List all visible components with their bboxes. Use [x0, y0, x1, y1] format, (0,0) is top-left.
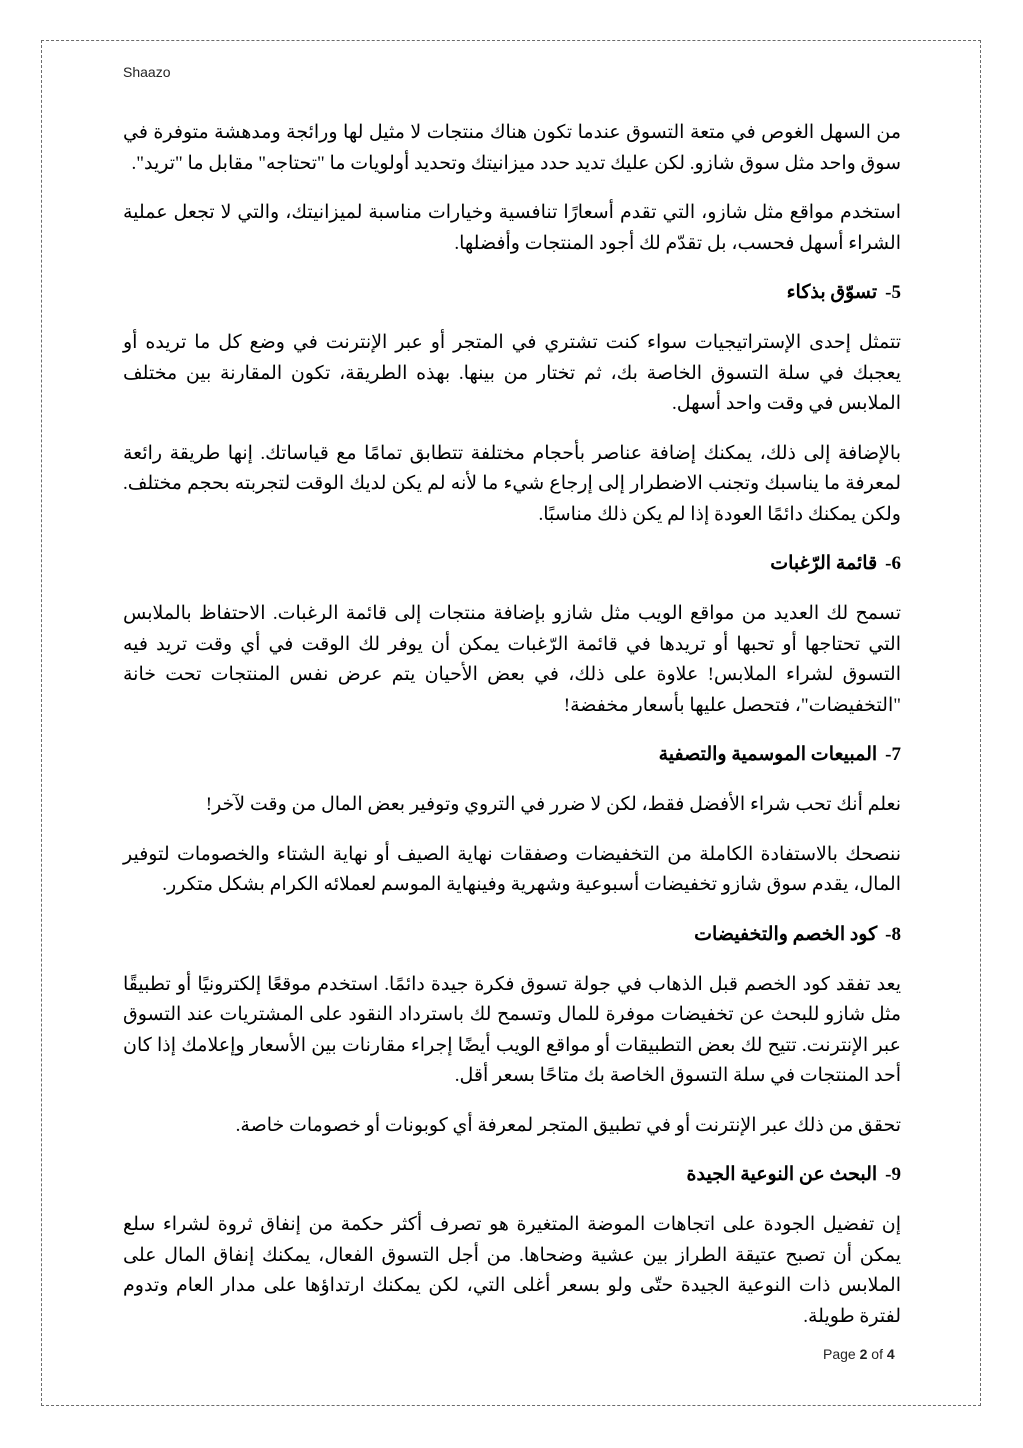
- heading-title: كود الخصم والتخفيضات: [694, 923, 878, 945]
- heading-number: 9-: [885, 1164, 901, 1185]
- paragraph: استخدم مواقع مثل شازو، التي تقدم أسعارًا تنافسية وخيارات مناسبة لميزانيتك، والتي لا تجعل عملية الشراء أسهل فحسب، بل تقدّم لك أجود المنتجات وأفضلها.: [123, 202, 901, 254]
- paragraph: ننصحك بالاستفادة الكاملة من التخفيضات وصفقات نهاية الصيف أو نهاية الشتاء والخصومات لتوفير المال، يقدم سوق شازو تخفيضات أسبوعية وشهرية وفينهاية الموسم لعملائه الكرام بشكل متكرر.: [123, 843, 901, 895]
- heading-number: 8-: [885, 923, 901, 945]
- heading-title: قائمة الرّغبات: [770, 553, 878, 574]
- current-page: 2: [859, 1346, 868, 1362]
- section-heading: [123, 1160, 901, 1190]
- section-heading: [123, 920, 901, 950]
- paragraph: نعلم أنك تحب شراء الأفضل فقط، لكن لا ضرر في التروي وتوفير بعض المال من وقت لآخر!: [205, 794, 901, 815]
- heading-title: المبيعات الموسمية والتصفية: [658, 744, 878, 765]
- paragraph: من السهل الغوص في متعة التسوق عندما تكون هناك منتجات لا مثيل لها ورائجة ومدهشة متوفرة في سوق واحد مثل سوق شازو. لكن عليك تديد حدد ميزانيتك وتحديد أولويات ما "تحتاجه" مقابل ما "تريد".: [123, 122, 901, 174]
- total-pages: 4: [886, 1346, 895, 1362]
- heading-number: 7-: [885, 744, 901, 765]
- of-label: of: [871, 1346, 883, 1362]
- paragraph: تتمثل إحدى الإستراتيجيات سواء كنت تشتري في المتجر أو عبر الإنترنت في وضع كل ما تريده أو يعجبك في سلة التسوق الخاصة بك، ثم تختار من بينها. بهذه الطريقة، تكون المقارنة بين مختلف الملابس في وقت واحد أسهل.: [123, 332, 901, 414]
- heading-title: البحث عن النوعية الجيدة: [686, 1164, 878, 1185]
- section-heading: [123, 740, 901, 770]
- paragraph: يعد تفقد كود الخصم قبل الذهاب في جولة تسوق فكرة جيدة دائمًا. استخدم موقعًا إلكترونيًا أو تطبيقًا مثل شازو للبحث عن تخفيضات موفرة للمال وتسمح لك باسترداد النقود على المشتريات عند التسوق عبر الإنترنت. تتيح لك بعض التطبيقات أو مواقع الويب أيضًا إجراء مقارنات بين الأسعار وإعلامك إذا كان أحد المنتجات في سلة التسوق الخاصة بك متاحًا بسعر أقل.: [123, 973, 901, 1086]
- section-heading: [123, 549, 901, 579]
- section-heading: [123, 278, 901, 308]
- page-label: Page: [823, 1346, 856, 1362]
- paragraph: تحقق من ذلك عبر الإنترنت أو في تطبيق المتجر لمعرفة أي كوبونات أو خصومات خاصة.: [235, 1114, 901, 1136]
- document-body: [123, 118, 901, 1351]
- heading-number: 6-: [885, 553, 901, 574]
- heading-number: 5-: [885, 282, 901, 303]
- paragraph: بالإضافة إلى ذلك، يمكنك إضافة عناصر بأحجام مختلفة تتطابق تمامًا مع قياساتك. إنها طريقة رائعة لمعرفة ما يناسبك وتجنب الاضطرار إلى إرجاع شيء ما لأنه لم يكن لديك الوقت لتجربته بحجم مختلف. ولكن يمكنك دائمًا العودة إذا لم يكن ذلك مناسبًا.: [123, 442, 901, 525]
- paragraph: إن تفضيل الجودة على اتجاهات الموضة المتغيرة هو تصرف أكثر حكمة من إنفاق ثروة لشراء سلع يمكن أن تصبح عتيقة الطراز بين عشية وضحاها. من أجل التسوق الفعال، يمكنك إنفاق المال على الملابس ذات النوعية الجيدة حتّى ولو بسعر أغلى التي، لكن يمكنك ارتداؤها على مدار العام وتدوم لفترة طويلة.: [123, 1214, 901, 1327]
- paragraph: تسمح لك العديد من مواقع الويب مثل شازو بإضافة منتجات إلى قائمة الرغبات. الاحتفاظ بالملابس التي تحتاجها أو تحبها أو تريدها في قائمة الرّغبات يمكن أن يوفر لك الوقت في أي وقت تريد فيه التسوق لشراء الملابس! علاوة على ذلك، في بعض الأحيان يتم عرض نفس المنتجات تحت خانة "التخفيضات"، فتحصل عليها بأسعار مخفضة!: [123, 603, 901, 716]
- page-number: [823, 1346, 895, 1362]
- header-brand: Shaazo: [123, 64, 171, 80]
- heading-title: تسوّق بذكاء: [786, 282, 878, 303]
